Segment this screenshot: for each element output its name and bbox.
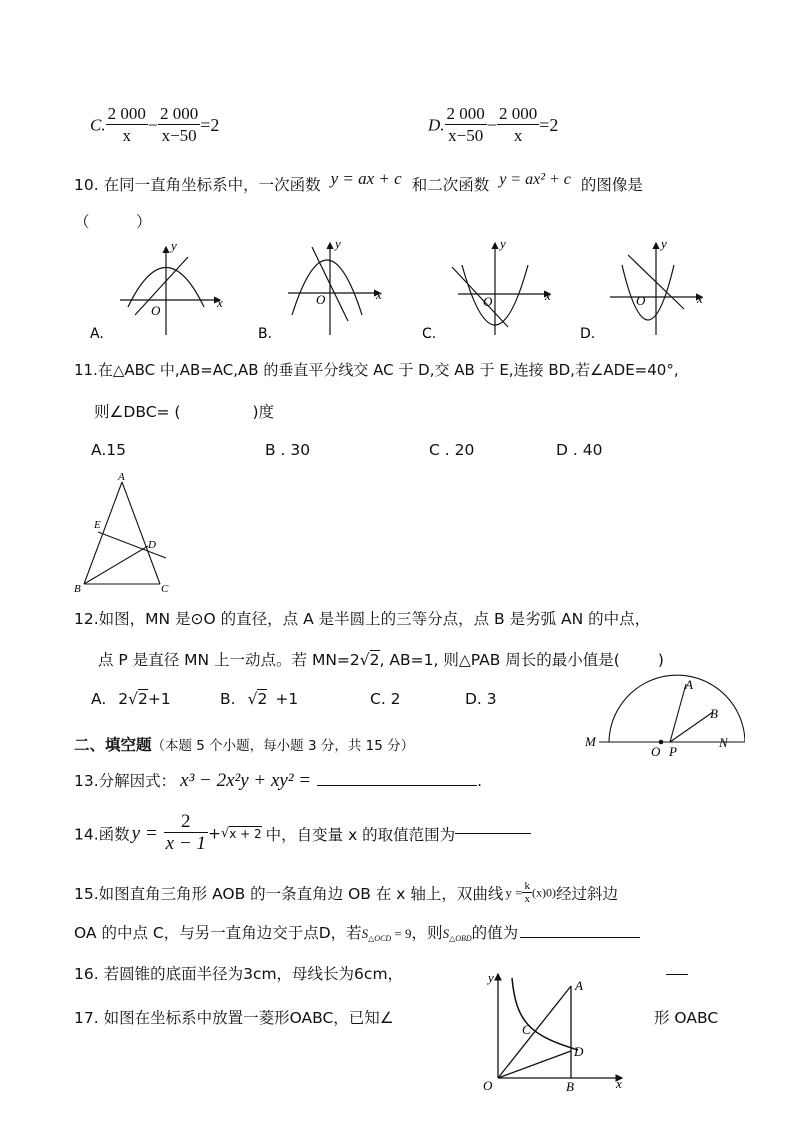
q14-fraction: $\frac{2}{x - 1}$	[165, 811, 206, 854]
q11-label-b: B	[74, 583, 81, 595]
q15-line1-text: 15.如图直角三角形 AOB 的一条直角边 OB 在 x 轴上，双曲线	[74, 885, 504, 903]
q10-b-x-label: x	[376, 287, 382, 302]
q15-line2c: 的值为	[471, 924, 519, 942]
q12-label-o: O	[651, 744, 661, 759]
q10-graph-a	[120, 247, 220, 335]
q16-answer-blank[interactable]	[666, 974, 688, 975]
q15-line2a: OA 的中点 C，与另一直角边交于点D，若	[74, 924, 362, 942]
section2-title: 二、填空题	[74, 736, 152, 754]
q15-fig-y-label: y	[488, 970, 494, 985]
q10-a-y-label: y	[171, 238, 177, 253]
q9-d-letter: D.	[428, 115, 445, 135]
q12-option-b: B. √2 +1	[220, 690, 299, 708]
q10-c-x-label: x	[545, 288, 551, 303]
q10-a-letter: A.	[90, 326, 104, 342]
q12-line2-radicand: 2	[369, 651, 380, 669]
section2-heading	[74, 733, 414, 755]
q12-semicircle-figure	[585, 672, 745, 760]
q9-d-minus: −	[486, 115, 497, 135]
q12-label-a: A	[685, 677, 693, 692]
q11-line2a: 则∠DBC= (	[94, 403, 181, 421]
q12-label-m: M	[585, 734, 596, 749]
q14-y: y =	[131, 822, 158, 844]
q12-option-a: A. 2√2+1	[91, 690, 171, 708]
q14-root: x + 2	[229, 826, 262, 841]
q10-d-y-label: y	[661, 236, 667, 251]
q15-fig-label-o: O	[483, 1078, 493, 1092]
q10-graph-c	[452, 243, 550, 335]
q10-d-x-label: x	[697, 291, 703, 306]
q15-hyper-fraction: $\frac{k}{x}$	[524, 880, 530, 905]
q13-expression: x³ − 2x²y + xy² =	[180, 770, 312, 791]
q16-text: 16. 若圆锥的底面半径为3cm，母线长为6cm，	[74, 965, 404, 983]
q10-answer-paren: （ ）	[74, 213, 152, 231]
q15-fig-label-a: A	[575, 978, 583, 993]
q14: 14.函数 y = $\frac{2}{x - 1}$ +√x + 2 中，自变量 x 的取值范围为	[74, 812, 531, 855]
q14-suffix: 中，自变量 x 的取值范围为	[265, 825, 456, 844]
q15-hyper-cond: (x)0)	[531, 885, 556, 900]
q12-line1: 12.如图，MN 是⊙O 的直径，点 A 是半圆上的三等分点，点 B 是劣弧 AN 的中点，	[74, 610, 651, 628]
q12-line2a: 点 P 是直径 MN 上一动点。若 MN=2	[98, 651, 360, 669]
q14-answer-blank[interactable]	[455, 833, 531, 834]
q11-label-c: C	[161, 583, 169, 595]
q10-graph-b	[288, 243, 380, 335]
q12-line2: 点 P 是直径 MN 上一动点。若 MN=2√2, AB=1, 则△PAB 周长的最小值是( )	[98, 651, 664, 669]
q12-option-c: C. 2	[370, 690, 401, 708]
q15-answer-blank[interactable]	[520, 937, 640, 938]
q13-prefix: 13.分解因式：	[74, 772, 177, 790]
q10-graphs	[80, 235, 720, 345]
q15-hyper-y: y =	[505, 885, 523, 900]
q15-line2b: ，则	[411, 924, 443, 942]
q15-fig-label-b: B	[566, 1079, 574, 1092]
q10-prefix: 10. 在同一直角坐标系中，一次函数	[74, 176, 321, 194]
q11-option-a: A.15	[91, 441, 126, 459]
section2-note: （本题 5 个小题，每小题 3 分，共 15 分）	[151, 738, 415, 754]
q11-line2	[94, 400, 274, 422]
q10-b-letter: B.	[258, 326, 273, 342]
q10-suffix: 的图像是	[580, 176, 643, 194]
q9-c-fraction-2: $\frac{2 000}{x-50}$	[160, 104, 199, 145]
q10-graph-d	[610, 243, 702, 335]
q10-d-letter: D.	[580, 326, 596, 342]
q10-linear-function: y = ax + c	[330, 169, 402, 188]
q15-s1: S	[361, 926, 369, 941]
q11-label-a: A	[118, 471, 125, 483]
q15-line1b: 经过斜边	[555, 885, 618, 903]
q15-s2-sub: △OBD	[449, 934, 472, 943]
q15-line2	[74, 921, 640, 943]
q10-quadratic-function: y = ax² + c	[499, 171, 571, 188]
q15-s2: S	[442, 926, 450, 941]
q15-s1-sub: △OCD	[368, 934, 392, 943]
q10-b-y-label: y	[335, 236, 341, 251]
q11-label-e: E	[94, 519, 101, 531]
q13	[74, 769, 482, 792]
q13-answer-blank[interactable]	[317, 785, 477, 786]
q10-stem	[74, 169, 643, 195]
q9-d-fraction-2: $\frac{2 000}{x}$	[498, 104, 538, 145]
q9-d-equals: =2	[539, 115, 559, 135]
q11-line1: 11.在△ABC 中,AB=AC,AB 的垂直平分线交 AC 于 D,交 AB 于 E,连接 BD,若∠ADE=40°,	[74, 361, 679, 379]
q17-text-right: 形 OABC	[654, 1009, 719, 1027]
q10-b-origin: O	[316, 292, 326, 307]
q11-option-b: B . 30	[265, 441, 311, 459]
q11-option-d: D . 40	[556, 441, 603, 459]
q11-option-c: C . 20	[429, 441, 475, 459]
q10-c-origin: O	[483, 294, 493, 309]
q12-label-b: B	[710, 706, 718, 721]
q11-line2b: )度	[252, 403, 275, 421]
q15-fig-label-c: C	[522, 1022, 531, 1037]
q12-label-p: P	[669, 744, 677, 759]
q9-c-minus: −	[147, 115, 158, 135]
q10-mid: 和二次函数	[411, 176, 490, 194]
q9-d-fraction-1: $\frac{2 000}{x-50}$	[446, 104, 485, 145]
q15-s1-eq: = 9	[391, 926, 412, 941]
q12-option-d: D. 3	[465, 690, 497, 708]
q9-c-letter: C.	[90, 115, 106, 135]
q12-line2b: , AB=1, 则△PAB 周长的最小值是(	[379, 651, 620, 669]
q14-prefix: 14.函数	[74, 825, 130, 844]
q10-a-x-label: x	[217, 295, 223, 310]
q9-option-d	[428, 104, 558, 147]
q15-line1	[74, 880, 618, 906]
q10-a-origin: O	[151, 303, 161, 318]
q10-d-origin: O	[636, 293, 646, 308]
q10-c-y-label: y	[500, 236, 506, 251]
q17-text-left: 17. 如图在坐标系中放置一菱形OABC，已知∠	[74, 1009, 394, 1027]
q15-figure	[476, 966, 636, 1092]
q13-end: .	[477, 772, 483, 790]
q15-fig-label-d: D	[574, 1044, 584, 1059]
q15-fig-x-label: x	[616, 1076, 622, 1091]
q11-label-d: D	[148, 539, 156, 551]
q9-c-equals: =2	[200, 115, 220, 135]
q12-label-n: N	[719, 735, 728, 750]
q10-c-letter: C.	[422, 326, 437, 342]
q9-c-fraction-1: $\frac{2 000}{x}$	[107, 104, 146, 145]
q14-plus: +	[207, 824, 221, 843]
q9-option-c	[90, 104, 219, 147]
q11-triangle-figure	[70, 470, 180, 595]
q12-line2c: )	[657, 651, 664, 669]
